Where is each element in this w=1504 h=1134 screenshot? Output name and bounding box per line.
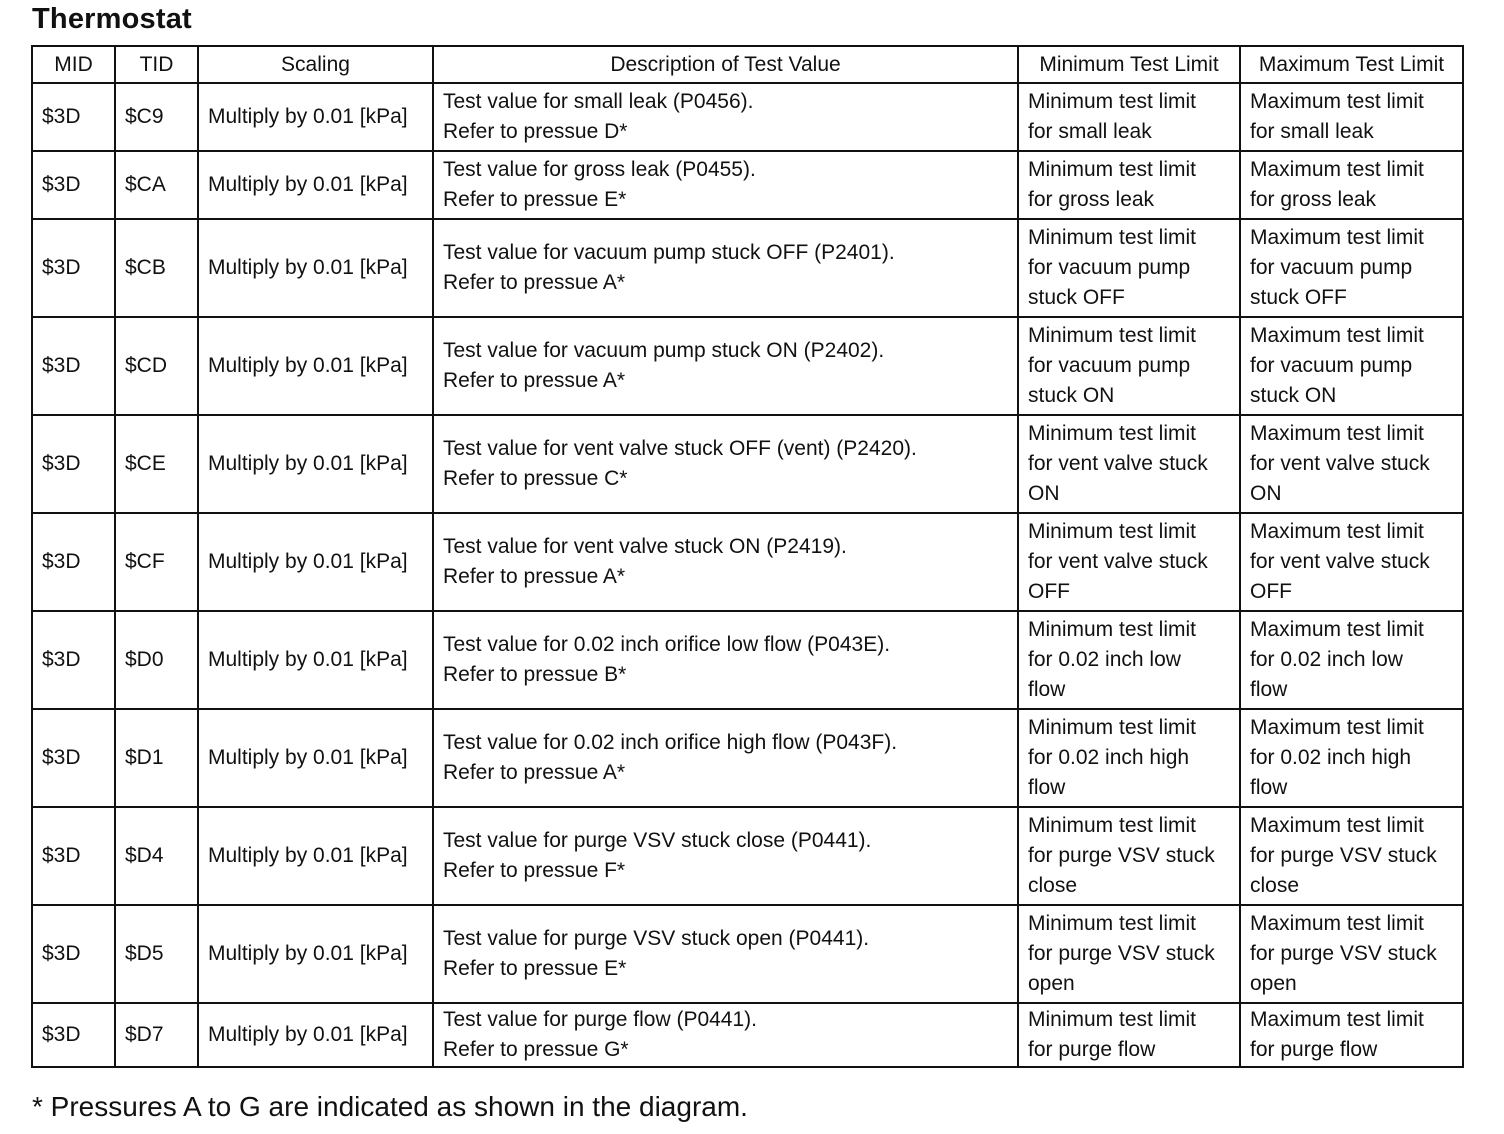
header-tid: TID xyxy=(115,46,198,83)
cell-max-limit xyxy=(1240,611,1463,709)
cell-max-limit xyxy=(1240,415,1463,513)
limit-line: Minimum test limit xyxy=(1028,158,1197,181)
table-row xyxy=(32,151,1463,219)
description-line: Refer to pressue A* xyxy=(443,565,626,588)
limit-line: for vacuum pump xyxy=(1028,256,1191,279)
cell-description xyxy=(433,1003,1018,1067)
cell-description xyxy=(433,905,1018,1003)
cell-tid: $D5 xyxy=(115,905,198,1003)
limit-line: Maximum test limit xyxy=(1250,90,1424,113)
cell-tid: $CB xyxy=(115,219,198,317)
limit-line: open xyxy=(1028,972,1075,995)
limit-line: Maximum test limit xyxy=(1250,716,1424,739)
limit-line: for vacuum pump xyxy=(1028,354,1191,377)
header-min-limit: Minimum Test Limit xyxy=(1018,46,1240,83)
limit-line: for purge flow xyxy=(1028,1038,1156,1061)
cell-min-limit xyxy=(1018,317,1240,415)
limit-line: Minimum test limit xyxy=(1028,912,1197,935)
cell-max-limit xyxy=(1240,219,1463,317)
cell-min-limit xyxy=(1018,807,1240,905)
limit-line: flow xyxy=(1028,678,1066,701)
description-line: Refer to pressue E* xyxy=(443,188,627,211)
cell-mid: $3D xyxy=(32,151,115,219)
table-row xyxy=(32,415,1463,513)
table-row xyxy=(32,513,1463,611)
cell-mid: $3D xyxy=(32,709,115,807)
table-row xyxy=(32,219,1463,317)
cell-mid: $3D xyxy=(32,83,115,151)
cell-mid: $3D xyxy=(32,905,115,1003)
limit-line: close xyxy=(1250,874,1300,897)
cell-tid: $CF xyxy=(115,513,198,611)
cell-mid: $3D xyxy=(32,415,115,513)
cell-min-limit xyxy=(1018,709,1240,807)
header-description: Description of Test Value xyxy=(433,46,1018,83)
cell-scaling: Multiply by 0.01 [kPa] xyxy=(198,317,433,415)
limit-line: for purge VSV stuck xyxy=(1028,942,1215,965)
table-row xyxy=(32,1003,1463,1067)
limit-line: flow xyxy=(1250,776,1288,799)
cell-scaling: Multiply by 0.01 [kPa] xyxy=(198,807,433,905)
limit-line: for small leak xyxy=(1250,120,1374,143)
cell-tid: $D1 xyxy=(115,709,198,807)
limit-line: Maximum test limit xyxy=(1250,422,1424,445)
description-line: Test value for 0.02 inch orifice low flow (P043E). xyxy=(443,633,891,656)
limit-line: open xyxy=(1250,972,1297,995)
description-line: Refer to pressue F* xyxy=(443,859,626,882)
cell-description xyxy=(433,611,1018,709)
description-line: Test value for vacuum pump stuck ON (P2402). xyxy=(443,339,885,362)
cell-mid: $3D xyxy=(32,611,115,709)
cell-description xyxy=(433,513,1018,611)
limit-line: ON xyxy=(1028,482,1060,505)
cell-max-limit xyxy=(1240,513,1463,611)
description-line: Refer to pressue B* xyxy=(443,663,627,686)
limit-line: Maximum test limit xyxy=(1250,520,1424,543)
description-line: Test value for purge VSV stuck open (P0441). xyxy=(443,927,870,950)
cell-mid: $3D xyxy=(32,1003,115,1067)
limit-line: for vent valve stuck xyxy=(1028,452,1208,475)
cell-scaling: Multiply by 0.01 [kPa] xyxy=(198,219,433,317)
cell-scaling: Multiply by 0.01 [kPa] xyxy=(198,83,433,151)
limit-line: for vacuum pump xyxy=(1250,354,1413,377)
cell-max-limit xyxy=(1240,1003,1463,1067)
cell-max-limit xyxy=(1240,709,1463,807)
cell-min-limit xyxy=(1018,151,1240,219)
cell-max-limit xyxy=(1240,83,1463,151)
limit-line: for gross leak xyxy=(1250,188,1377,211)
description-line: Refer to pressue E* xyxy=(443,957,627,980)
limit-line: for vent valve stuck xyxy=(1250,452,1430,475)
cell-description xyxy=(433,709,1018,807)
limit-line: for gross leak xyxy=(1028,188,1155,211)
limit-line: Maximum test limit xyxy=(1250,814,1424,837)
description-line: Test value for vacuum pump stuck OFF (P2401). xyxy=(443,241,895,264)
limit-line: Minimum test limit xyxy=(1028,90,1197,113)
cell-description xyxy=(433,415,1018,513)
limit-line: flow xyxy=(1250,678,1288,701)
cell-tid: $CD xyxy=(115,317,198,415)
limit-line: Maximum test limit xyxy=(1250,1008,1424,1031)
table-row xyxy=(32,611,1463,709)
cell-description xyxy=(433,83,1018,151)
description-line: Test value for 0.02 inch orifice high flow (P043F). xyxy=(443,731,898,754)
limit-line: stuck ON xyxy=(1250,384,1337,407)
cell-description xyxy=(433,219,1018,317)
limit-line: Maximum test limit xyxy=(1250,618,1424,641)
limit-line: Minimum test limit xyxy=(1028,520,1197,543)
limit-line: close xyxy=(1028,874,1078,897)
limit-line: stuck OFF xyxy=(1250,286,1347,309)
header-scaling: Scaling xyxy=(198,46,433,83)
limit-line: stuck OFF xyxy=(1028,286,1125,309)
footnote: * Pressures A to G are indicated as shown in the diagram. xyxy=(32,1091,748,1122)
cell-scaling: Multiply by 0.01 [kPa] xyxy=(198,905,433,1003)
cell-min-limit xyxy=(1018,905,1240,1003)
cell-scaling: Multiply by 0.01 [kPa] xyxy=(198,611,433,709)
limit-line: flow xyxy=(1028,776,1066,799)
limit-line: for purge flow xyxy=(1250,1038,1378,1061)
limit-line: for 0.02 inch high xyxy=(1250,746,1412,769)
description-line: Test value for small leak (P0456). xyxy=(443,90,754,113)
cell-max-limit xyxy=(1240,151,1463,219)
table-row xyxy=(32,905,1463,1003)
limit-line: Maximum test limit xyxy=(1250,324,1424,347)
table-row xyxy=(32,807,1463,905)
limit-line: for purge VSV stuck xyxy=(1250,844,1437,867)
header-row xyxy=(32,46,1463,83)
test-value-table xyxy=(31,45,1464,1068)
limit-line: Maximum test limit xyxy=(1250,158,1424,181)
table-row xyxy=(32,709,1463,807)
description-line: Refer to pressue A* xyxy=(443,271,626,294)
cell-scaling: Multiply by 0.01 [kPa] xyxy=(198,151,433,219)
cell-tid: $CA xyxy=(115,151,198,219)
cell-max-limit xyxy=(1240,317,1463,415)
limit-line: Minimum test limit xyxy=(1028,814,1197,837)
limit-line: for purge VSV stuck xyxy=(1250,942,1437,965)
cell-mid: $3D xyxy=(32,807,115,905)
limit-line: ON xyxy=(1250,482,1282,505)
description-line: Refer to pressue A* xyxy=(443,369,626,392)
description-line: Test value for purge flow (P0441). xyxy=(443,1008,757,1031)
cell-min-limit xyxy=(1018,83,1240,151)
cell-max-limit xyxy=(1240,807,1463,905)
cell-tid: $D7 xyxy=(115,1003,198,1067)
cell-min-limit xyxy=(1018,513,1240,611)
limit-line: OFF xyxy=(1250,580,1292,603)
limit-line: for vent valve stuck xyxy=(1250,550,1430,573)
cell-scaling: Multiply by 0.01 [kPa] xyxy=(198,513,433,611)
limit-line: for 0.02 inch low xyxy=(1250,648,1403,671)
description-line: Refer to pressue G* xyxy=(443,1038,629,1061)
cell-description xyxy=(433,151,1018,219)
cell-min-limit xyxy=(1018,219,1240,317)
cell-max-limit xyxy=(1240,905,1463,1003)
limit-line: OFF xyxy=(1028,580,1070,603)
limit-line: for 0.02 inch low xyxy=(1028,648,1181,671)
limit-line: for vent valve stuck xyxy=(1028,550,1208,573)
description-line: Test value for vent valve stuck OFF (vent) (P2420). xyxy=(443,437,917,460)
cell-description xyxy=(433,317,1018,415)
cell-scaling: Multiply by 0.01 [kPa] xyxy=(198,1003,433,1067)
cell-tid: $CE xyxy=(115,415,198,513)
limit-line: Minimum test limit xyxy=(1028,422,1197,445)
description-line: Refer to pressue D* xyxy=(443,120,628,143)
cell-scaling: Multiply by 0.01 [kPa] xyxy=(198,415,433,513)
cell-mid: $3D xyxy=(32,317,115,415)
table-body xyxy=(32,83,1463,1067)
cell-tid: $C9 xyxy=(115,83,198,151)
limit-line: stuck ON xyxy=(1028,384,1115,407)
limit-line: for vacuum pump xyxy=(1250,256,1413,279)
cell-scaling: Multiply by 0.01 [kPa] xyxy=(198,709,433,807)
cell-tid: $D4 xyxy=(115,807,198,905)
description-line: Refer to pressue C* xyxy=(443,467,628,490)
cell-min-limit xyxy=(1018,1003,1240,1067)
limit-line: Minimum test limit xyxy=(1028,618,1197,641)
table-row xyxy=(32,317,1463,415)
limit-line: for purge VSV stuck xyxy=(1028,844,1215,867)
description-line: Refer to pressue A* xyxy=(443,761,626,784)
cell-tid: $D0 xyxy=(115,611,198,709)
limit-line: Minimum test limit xyxy=(1028,324,1197,347)
limit-line: Minimum test limit xyxy=(1028,716,1197,739)
limit-line: for 0.02 inch high xyxy=(1028,746,1190,769)
cell-mid: $3D xyxy=(32,513,115,611)
cell-mid: $3D xyxy=(32,219,115,317)
limit-line: Minimum test limit xyxy=(1028,1008,1197,1031)
limit-line: Maximum test limit xyxy=(1250,226,1424,249)
header-mid: MID xyxy=(32,46,115,83)
header-max-limit: Maximum Test Limit xyxy=(1240,46,1463,83)
cell-min-limit xyxy=(1018,611,1240,709)
limit-line: Maximum test limit xyxy=(1250,912,1424,935)
limit-line: Minimum test limit xyxy=(1028,226,1197,249)
cell-description xyxy=(433,807,1018,905)
cell-min-limit xyxy=(1018,415,1240,513)
description-line: Test value for gross leak (P0455). xyxy=(443,158,756,181)
table-row xyxy=(32,83,1463,151)
description-line: Test value for purge VSV stuck close (P0441). xyxy=(443,829,872,852)
description-line: Test value for vent valve stuck ON (P2419). xyxy=(443,535,847,558)
page-title: Thermostat xyxy=(32,3,192,35)
limit-line: for small leak xyxy=(1028,120,1152,143)
